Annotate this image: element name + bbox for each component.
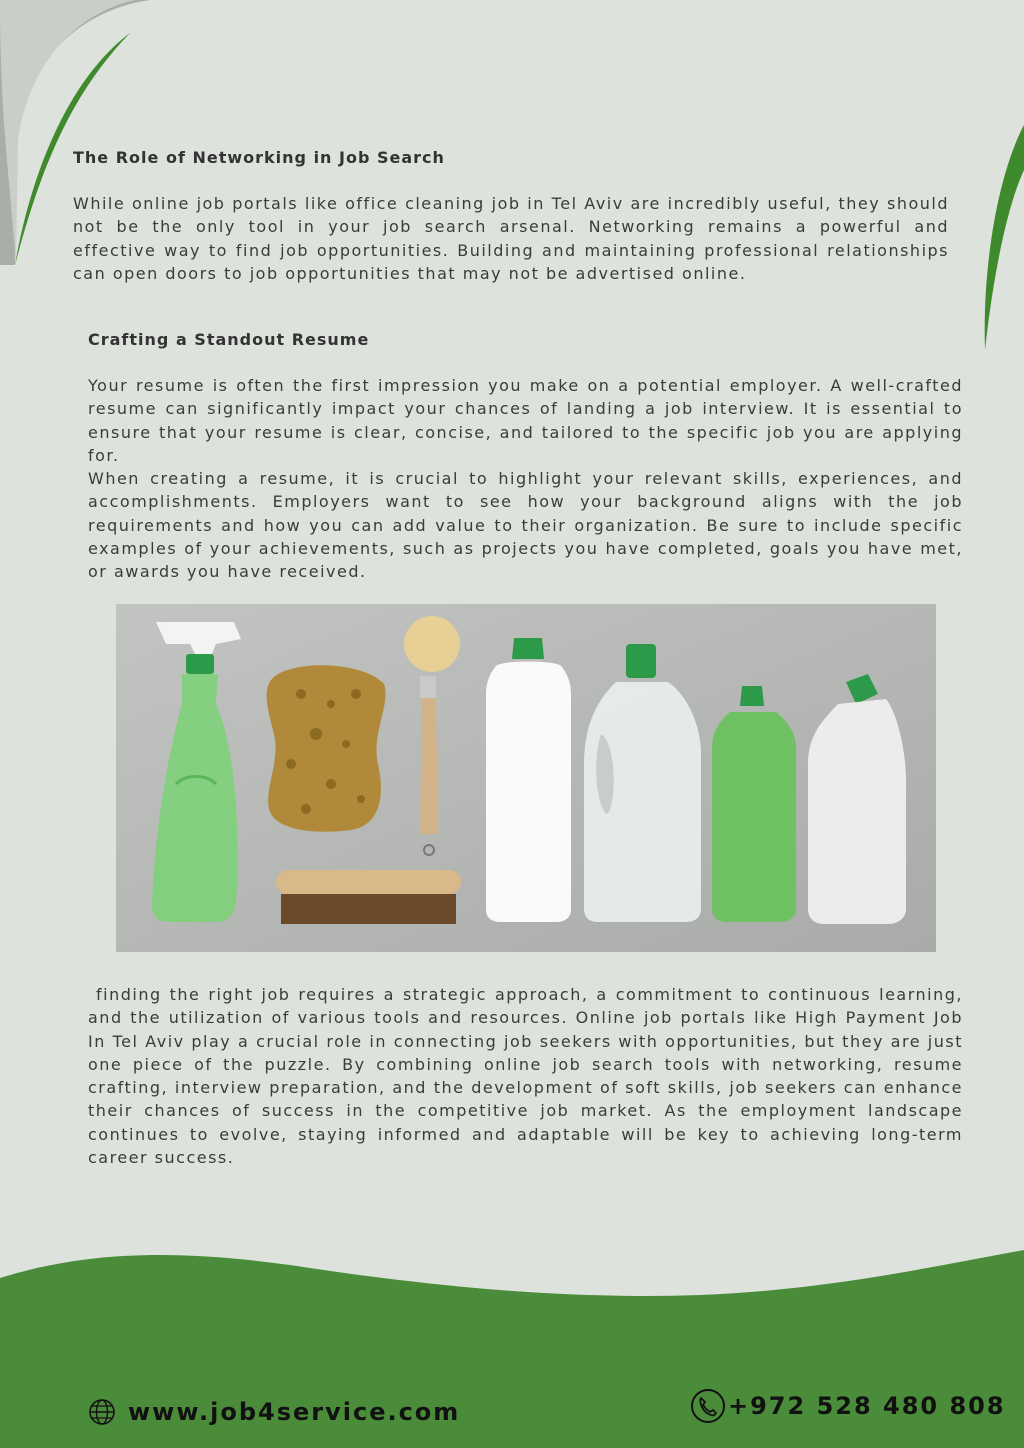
green-soap-bottle-icon: [712, 686, 796, 922]
website-link[interactable]: www.job4service.com: [128, 1398, 461, 1426]
scrub-brush-icon: [276, 870, 461, 924]
phone-icon: [690, 1388, 726, 1424]
phone-number[interactable]: +972 528 480 808: [728, 1392, 1006, 1420]
right-green-leaf: [985, 125, 1024, 350]
globe-icon: [88, 1398, 116, 1426]
footer-website[interactable]: [88, 1396, 460, 1428]
footer-phone[interactable]: [690, 1388, 1006, 1424]
cleaning-supplies-photo: [116, 604, 936, 952]
resume-paragraph-1: Your resume is often the first impression you make on a potential employer. A well-crafted resume can significantly impact your chances of landing a job interview. It is essential to ensure that your resume is clear, concise, and tailored to the specific job you are applying for.: [88, 376, 963, 465]
white-bottle-icon: [486, 638, 571, 922]
conclusion-section: [88, 983, 970, 1169]
resume-section: [88, 330, 963, 584]
networking-section: [73, 148, 949, 285]
resume-heading: Crafting a Standout Resume: [88, 330, 370, 349]
networking-heading: The Role of Networking in Job Search: [73, 148, 445, 167]
sponge-icon: [267, 665, 386, 831]
resume-paragraph-2: When creating a resume, it is crucial to highlight your relevant skills, experiences, and accomplishments. Employers want to see how your background aligns with the job requirements and how you can add value to their organization. Be sure to include specific examples of your achievements, such as projects you have completed, goals you have met, or awards you have received.: [88, 469, 963, 582]
conclusion-paragraph: finding the right job requires a strategic approach, a commitment to continuous learning, and the utilization of various tools and resources. Online job portals like High Payment Job In Tel Aviv play a crucial role in connecting job seekers with opportunities, but they are just one piece of the puzzle. By combining online job search tools with networking, resume crafting, interview preparation, and the development of soft skills, job seekers can enhance their chances of success in the competitive job market. As the employment landscape continues to evolve, staying informed and adaptable will be key to achieving long-term career success.: [88, 985, 970, 1168]
networking-paragraph: While online job portals like office cleaning job in Tel Aviv are incredibly useful, they should not be the only tool in your job search arsenal. Networking remains a powerful and effective way to find job opportunities. Building and maintaining professional relationships can open doors to job opportunities that may not be advertised online.: [73, 194, 949, 283]
